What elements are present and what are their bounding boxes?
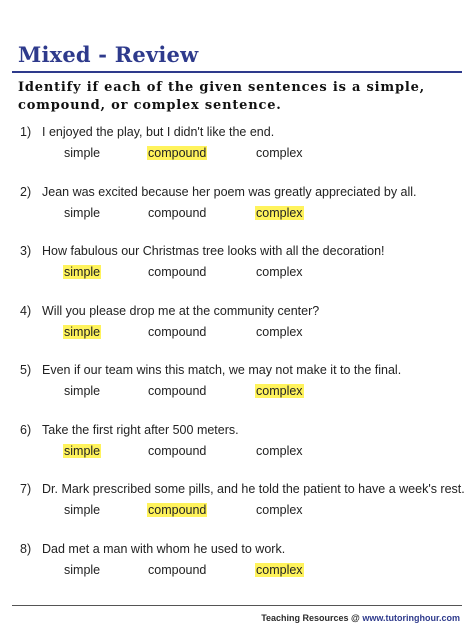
option-complex[interactable]: complex — [256, 503, 303, 517]
footer-label: Teaching Resources @ — [261, 613, 363, 623]
question-text: I enjoyed the play, but I didn't like the end. — [42, 125, 275, 139]
question-number: 4) — [20, 303, 32, 318]
question-number: 3) — [20, 244, 32, 258]
question-row — [16, 482, 466, 500]
option-compound[interactable]: compound — [148, 562, 207, 577]
option-simple[interactable]: simple — [64, 503, 101, 517]
option-complex[interactable]: complex — [256, 443, 303, 458]
question-item — [16, 541, 466, 577]
option-complex[interactable]: complex — [256, 265, 303, 279]
option-compound[interactable]: compound — [148, 265, 207, 279]
question-number: 6) — [20, 422, 32, 437]
question-text: Jean was excited because her poem was greatly appreciated by all. — [42, 184, 417, 199]
option-compound[interactable]: compound — [148, 503, 207, 517]
option-simple[interactable]: simple — [64, 265, 101, 279]
question-row — [16, 542, 466, 560]
question-number: 1) — [20, 125, 32, 139]
question-number: 8) — [20, 541, 32, 556]
question-item — [16, 422, 466, 458]
question-item — [16, 184, 466, 220]
option-complex[interactable]: complex — [256, 205, 303, 220]
page-title: Mixed - Review — [18, 42, 199, 67]
option-compound[interactable]: compound — [148, 205, 207, 220]
question-row — [16, 244, 466, 262]
footer-divider — [12, 605, 462, 606]
question-number: 7) — [20, 482, 32, 496]
question-item — [16, 482, 466, 517]
question-number: 2) — [20, 184, 32, 199]
option-complex[interactable]: complex — [256, 562, 303, 577]
question-text: Take the first right after 500 meters. — [42, 422, 239, 437]
question-row — [16, 125, 466, 143]
option-complex[interactable]: complex — [256, 146, 303, 160]
option-simple[interactable]: simple — [64, 443, 101, 458]
title-divider — [12, 71, 462, 73]
question-text: Dr. Mark prescribed some pills, and he told the patient to have a week's rest. — [42, 482, 465, 496]
option-compound[interactable]: compound — [148, 324, 207, 339]
question-item — [16, 303, 466, 339]
option-simple[interactable]: simple — [64, 384, 101, 398]
option-complex[interactable]: complex — [256, 324, 303, 339]
footer-link[interactable]: www.tutoringhour.com — [362, 613, 460, 623]
option-complex[interactable]: complex — [256, 384, 303, 398]
option-compound[interactable]: compound — [148, 146, 207, 160]
question-row — [16, 304, 466, 322]
question-text: How fabulous our Christmas tree looks with all the decoration! — [42, 244, 385, 258]
question-text: Dad met a man with whom he used to work. — [42, 541, 286, 556]
question-item — [16, 125, 466, 160]
option-compound[interactable]: compound — [148, 443, 207, 458]
question-text: Even if our team wins this match, we may not make it to the final. — [42, 363, 402, 377]
instructions: Identify if each of the given sentences is a simple, compound, or complex sentence. — [18, 80, 425, 113]
option-simple[interactable]: simple — [64, 324, 101, 339]
question-row — [16, 363, 466, 381]
question-row — [16, 185, 466, 203]
option-simple[interactable]: simple — [64, 562, 101, 577]
option-simple[interactable]: simple — [64, 146, 101, 160]
question-row — [16, 423, 466, 441]
question-text: Will you please drop me at the community center? — [42, 303, 320, 318]
question-item — [16, 244, 466, 279]
option-simple[interactable]: simple — [64, 205, 101, 220]
footer — [261, 613, 460, 623]
question-item — [16, 363, 466, 398]
question-number: 5) — [20, 363, 32, 377]
option-compound[interactable]: compound — [148, 384, 207, 398]
